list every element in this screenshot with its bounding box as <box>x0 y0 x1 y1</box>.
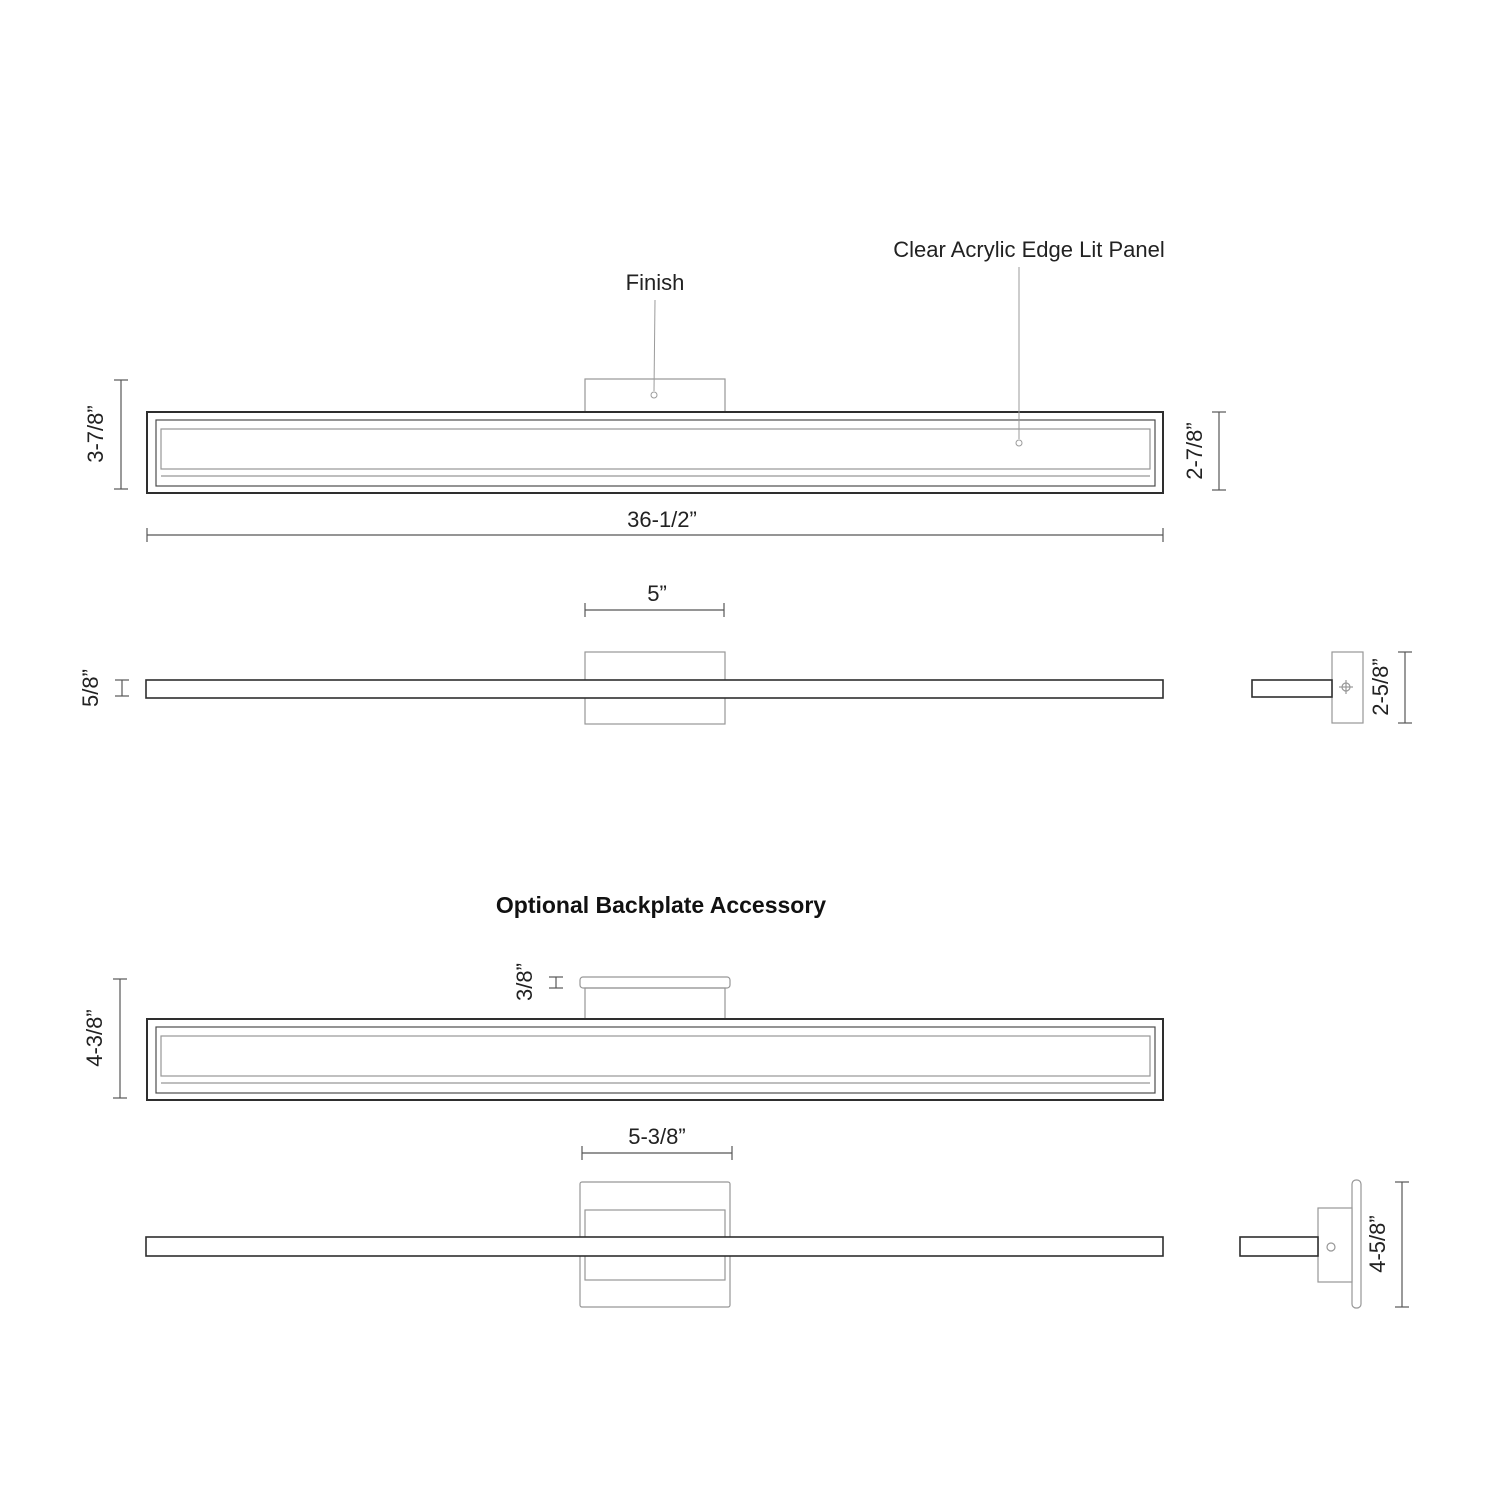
dim-overall-height-backplate-label: 4-3/8” <box>82 1009 107 1067</box>
front-acrylic-panel-backplate <box>161 1036 1150 1076</box>
dim-overall-height-backplate <box>82 979 127 1098</box>
plan-view-backplate <box>146 1182 1163 1307</box>
dim-backplate-width-label: 5-3/8” <box>628 1124 686 1149</box>
dim-body-height-standard <box>1182 412 1226 490</box>
front-canopy <box>585 379 725 412</box>
acrylic-callout <box>893 237 1164 446</box>
acrylic-leader-dot <box>1016 440 1022 446</box>
front-view-backplate <box>147 977 1163 1100</box>
front-view-standard <box>147 379 1163 493</box>
dim-overall-width-label: 36-1/2” <box>627 507 697 532</box>
dim-overall-height-standard-label: 3-7/8” <box>83 405 108 463</box>
front-canopy-backplate <box>585 988 725 1019</box>
side-bar <box>1252 680 1332 697</box>
dim-side-extension-backplate <box>1365 1182 1409 1307</box>
side-view-backplate <box>1240 1180 1361 1308</box>
dim-canopy-width-standard-label: 5” <box>647 581 667 606</box>
dim-profile-thickness-label: 5/8” <box>78 669 103 707</box>
dim-side-extension-standard <box>1368 652 1412 723</box>
finish-leader-dot <box>651 392 657 398</box>
plan-view-standard <box>146 652 1163 724</box>
front-outer-frame <box>147 412 1163 493</box>
dim-side-extension-standard-label: 2-5/8” <box>1368 658 1393 716</box>
front-acrylic-panel <box>161 429 1150 469</box>
dim-side-extension-backplate-label: 4-5/8” <box>1365 1215 1390 1273</box>
dim-backplate-thickness <box>512 963 563 1001</box>
dim-backplate-width <box>582 1124 732 1160</box>
dim-profile-thickness <box>78 669 129 707</box>
side-view-standard <box>1252 652 1363 723</box>
front-outer-frame-backplate <box>147 1019 1163 1100</box>
backplate-plate-front <box>580 977 730 988</box>
dim-overall-height-standard <box>83 380 128 489</box>
side-backplate <box>1352 1180 1361 1308</box>
finish-leader-line <box>654 300 655 391</box>
dim-overall-width <box>147 507 1163 542</box>
dim-body-height-standard-label: 2-7/8” <box>1182 422 1207 480</box>
plan-bar-backplate <box>146 1237 1163 1256</box>
section-title: Optional Backplate Accessory <box>495 892 827 918</box>
plan-bar <box>146 680 1163 698</box>
dim-canopy-width-standard <box>585 581 724 617</box>
acrylic-callout-label: Clear Acrylic Edge Lit Panel <box>893 237 1165 262</box>
dim-backplate-thickness-label: 3/8” <box>512 963 537 1001</box>
finish-callout-label: Finish <box>625 270 685 295</box>
side-bar-backplate <box>1240 1237 1318 1256</box>
